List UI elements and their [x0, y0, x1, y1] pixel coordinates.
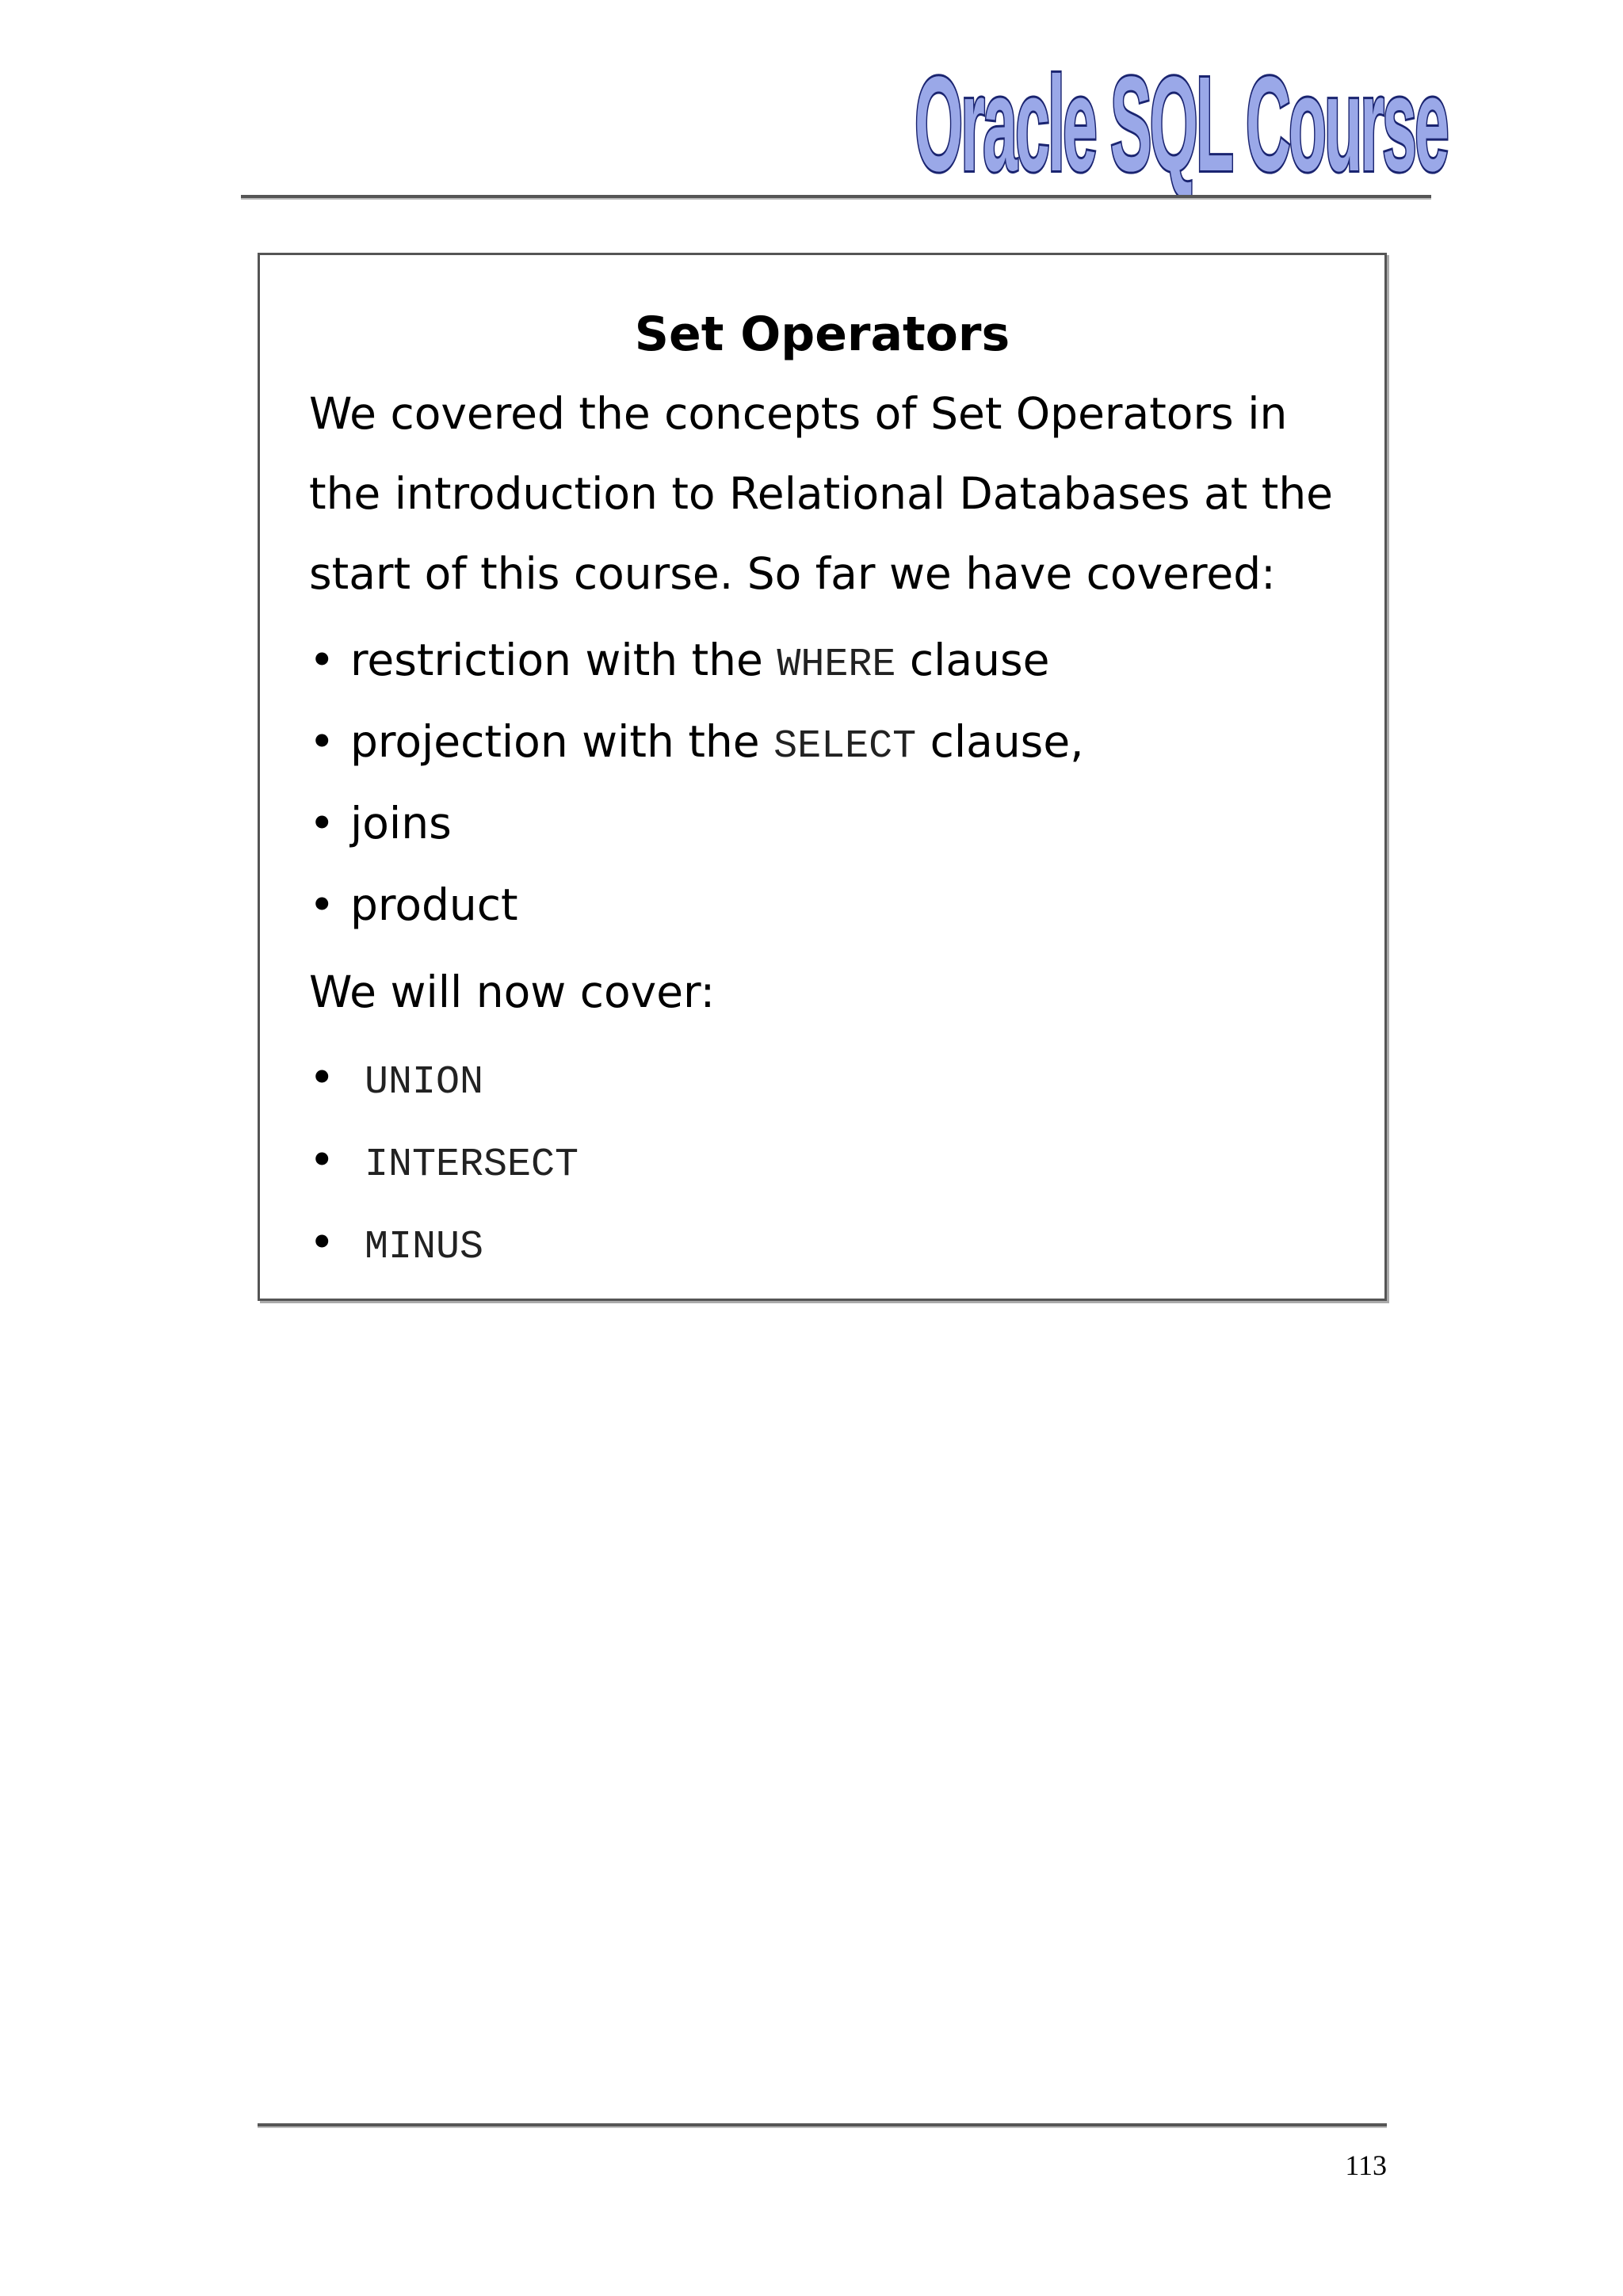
course-logo: [911, 40, 1450, 198]
page-number: 113: [1345, 2149, 1387, 2181]
course-logo-text: Oracle SQL Course: [915, 49, 1448, 198]
bullet-icon: •: [309, 716, 335, 767]
bullet-icon: •: [309, 635, 335, 685]
course-logo-wordart: [911, 40, 1450, 198]
slide-frame: [258, 253, 1387, 1301]
covered-list: [309, 620, 1084, 946]
footer-divider: [258, 2123, 1387, 2126]
bullet-icon: •: [309, 879, 335, 930]
code-keyword: INTERSECT: [365, 1142, 579, 1188]
header-divider: [241, 195, 1431, 198]
code-keyword: UNION: [365, 1060, 484, 1105]
list-item: [309, 1119, 579, 1201]
bullet-icon: •: [309, 798, 335, 849]
item-text: projection with the: [350, 716, 774, 767]
item-text: product: [350, 879, 518, 930]
upcoming-list: [309, 1036, 579, 1283]
intro-paragraph: We covered the concepts of Set Operators in the introduction to Relational Databases at the start of this course. So far we have covered:: [309, 388, 1334, 599]
code-keyword: MINUS: [365, 1225, 484, 1270]
bullet-icon: •: [309, 1135, 335, 1185]
list-item: [309, 864, 1084, 946]
code-keyword: SELECT: [773, 724, 917, 769]
list-item: [309, 620, 1084, 701]
list-item: [309, 1201, 579, 1283]
item-text: clause: [896, 635, 1050, 685]
code-keyword: WHERE: [777, 643, 896, 688]
item-text: clause,: [916, 716, 1084, 767]
bullet-icon: •: [309, 1217, 335, 1268]
list-item: [309, 783, 1084, 864]
bullet-icon: •: [309, 1052, 335, 1103]
list-item: [309, 1036, 579, 1119]
now-cover-label: We will now cover:: [309, 967, 716, 1017]
list-item: [309, 701, 1084, 783]
item-text: restriction with the: [350, 635, 777, 685]
slide-title: Set Operators: [634, 307, 1010, 362]
item-text: joins: [350, 798, 452, 849]
